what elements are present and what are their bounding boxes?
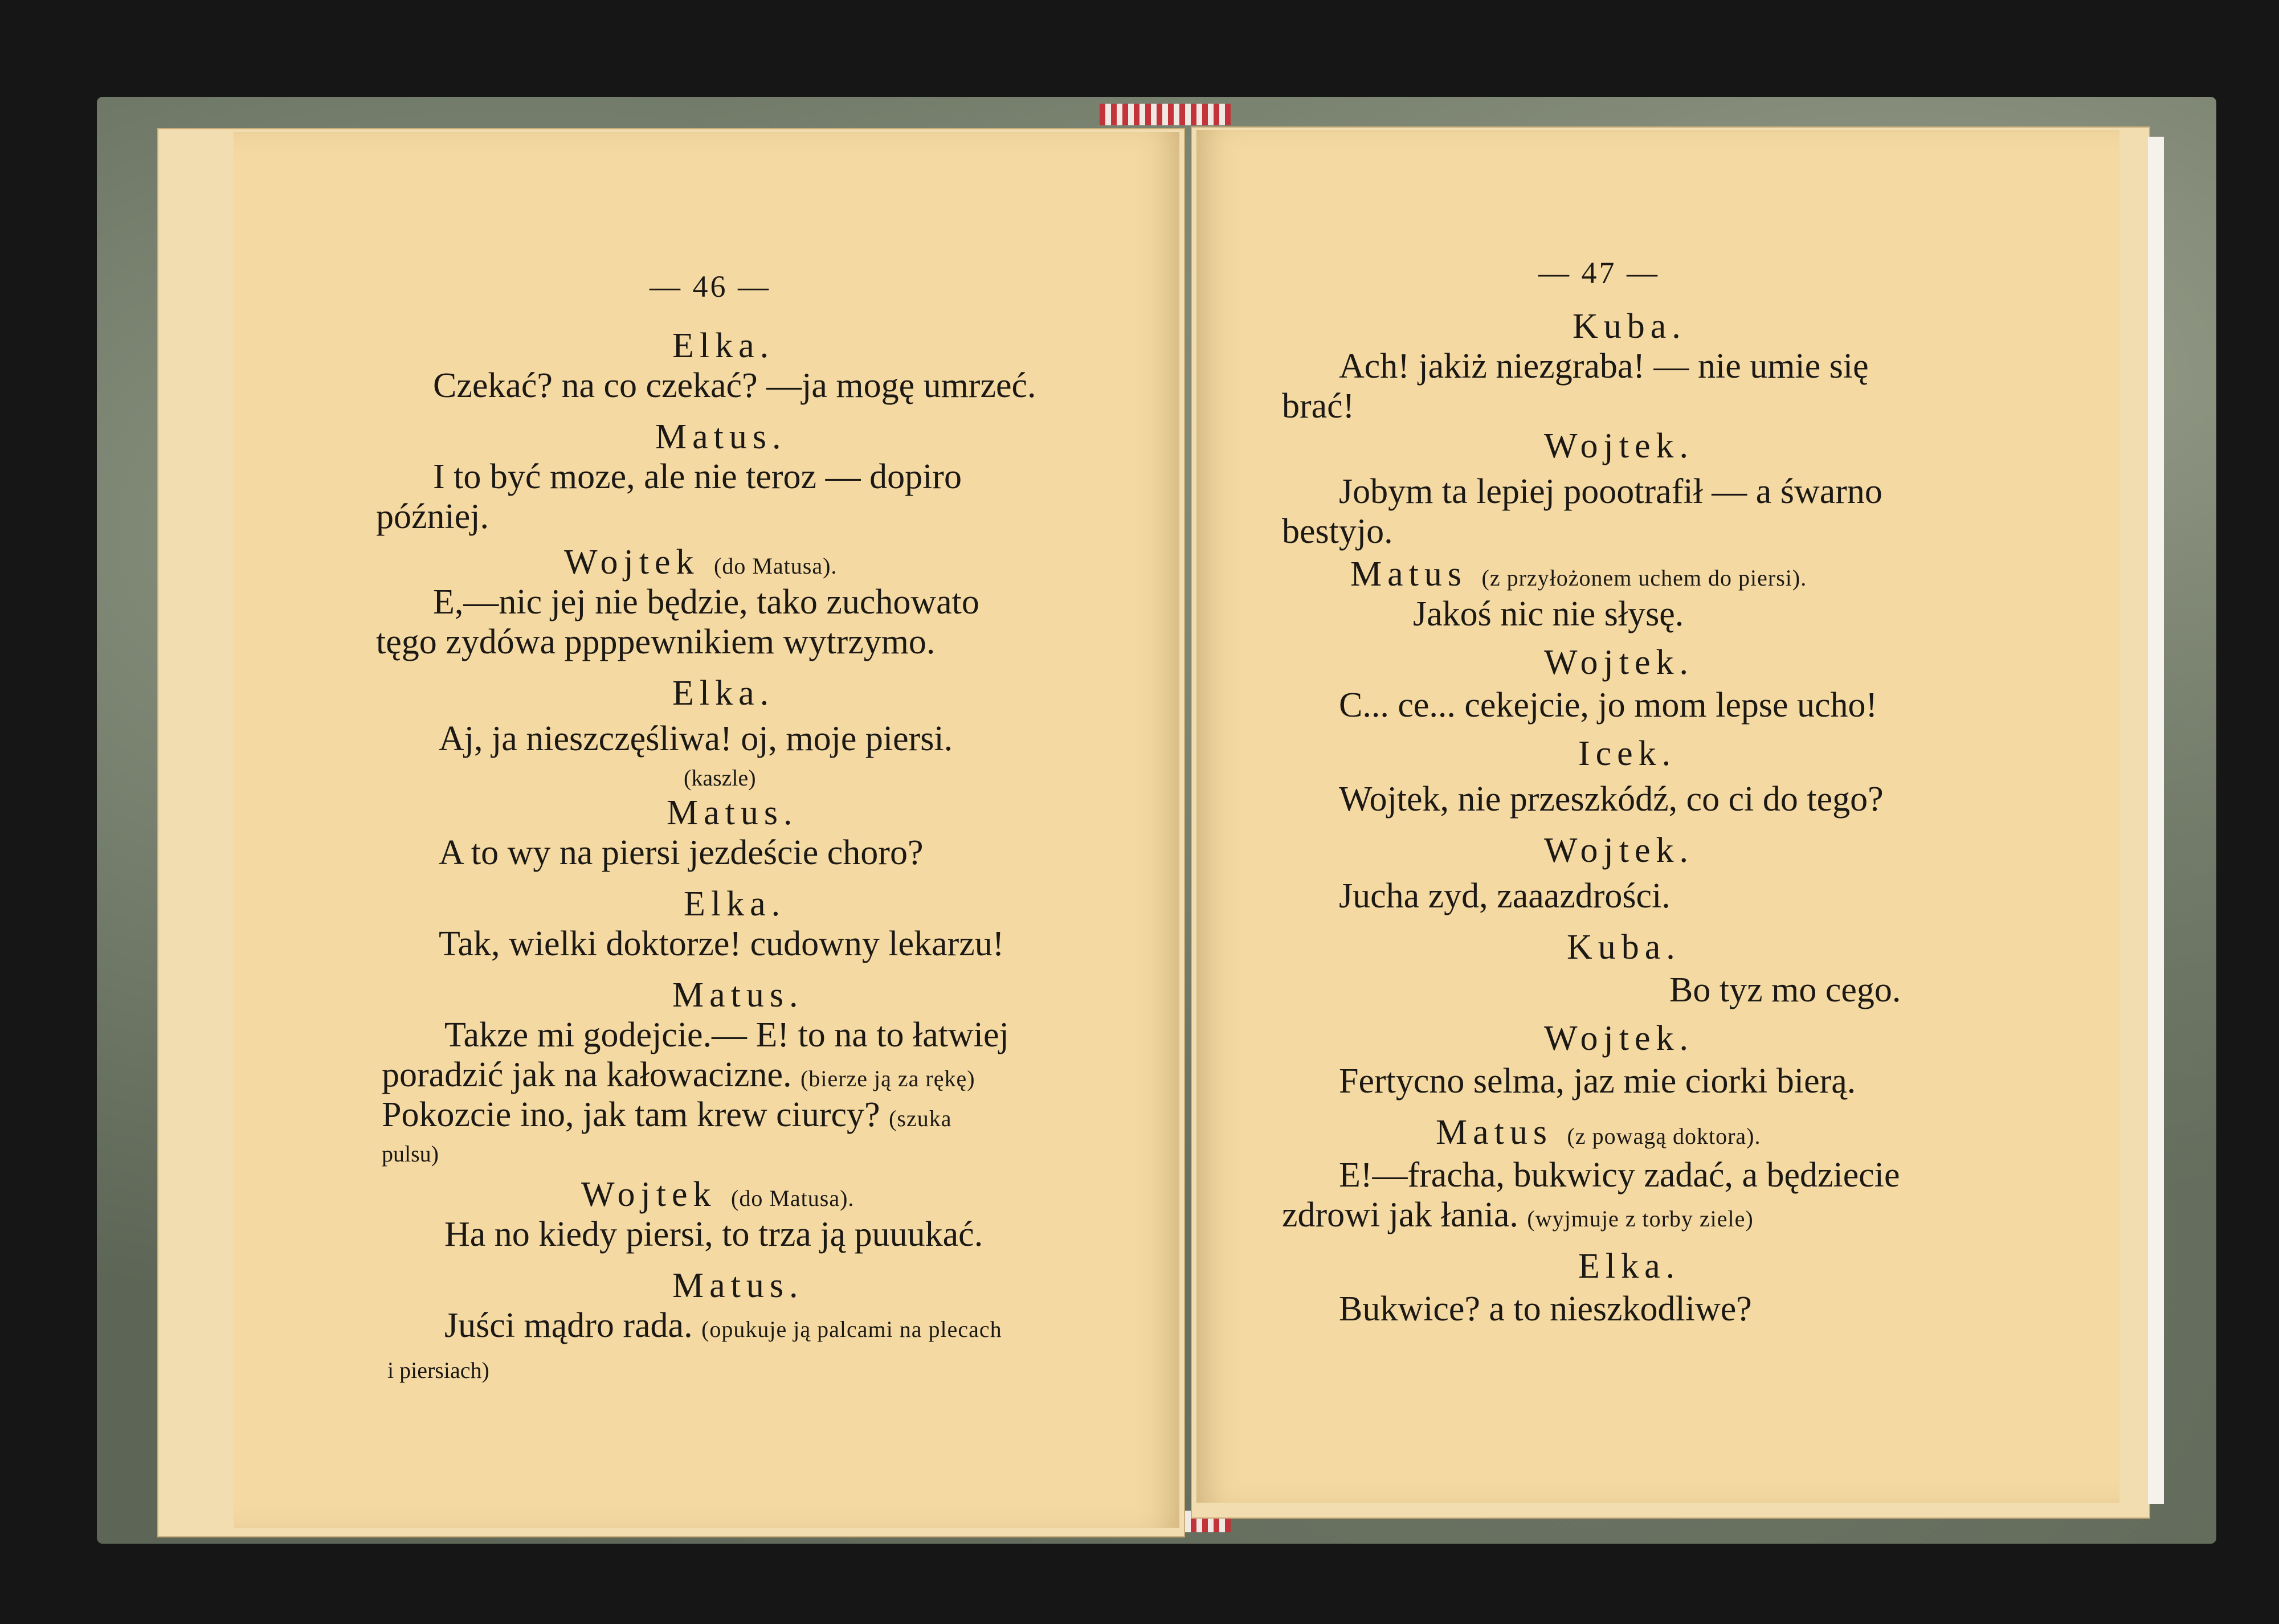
speaker-name: Kuba. [1573, 307, 1686, 346]
dialogue-line: Fertycno selma, jaz mie ciorki bierą. [1339, 1062, 1856, 1101]
dialogue-line [444, 1306, 1002, 1346]
dialogue-line: Bo tyz mo cego. [1669, 971, 1901, 1009]
speaker-name [1436, 1112, 1761, 1153]
speaker-name [564, 542, 837, 583]
speaker-name: Wojtek. [1544, 427, 1694, 465]
dialogue-line: tęgo zydówa ppppewnikiem wytrzymo. [376, 623, 936, 661]
dialogue-line [382, 1055, 975, 1095]
speaker-name: Wojtek. [1544, 643, 1694, 682]
dialogue-line: C... ce... cekejcie, jo mom lepse ucho! [1339, 686, 1878, 725]
page-47 [1196, 130, 2119, 1503]
page-edge [2148, 137, 2164, 1504]
speaker-label: Matus [1350, 555, 1467, 594]
line-text: Pokozcie ino, jak tam krew ciurcy? [382, 1095, 880, 1134]
speaker-name: Elka. [672, 326, 775, 365]
stage-direction: (kaszle) [684, 765, 756, 791]
dialogue-line: Bukwice? a to nieszkodliwe? [1339, 1290, 1752, 1328]
stage-direction: (opukuje ją palcami na plecach [701, 1316, 1002, 1342]
speaker-name: Matus. [672, 976, 804, 1015]
dialogue-line: Jucha zyd, zaaazdrości. [1339, 877, 1671, 915]
dialogue-line: bestyjo. [1282, 512, 1393, 551]
dialogue-line: Wojtek, nie przeszkódź, co ci do tego? [1339, 780, 1884, 819]
dialogue-line [1282, 1195, 1754, 1236]
page-number: — 47 — [1538, 256, 1660, 290]
stage-direction: (szuka [889, 1106, 952, 1131]
dialogue-line: Aj, ja nieszczęśliwa! oj, moje piersi. [439, 719, 953, 758]
speaker-label: Matus [1436, 1113, 1553, 1152]
page-number: — 46 — [650, 269, 771, 304]
speaker-name: Elka. [1578, 1247, 1681, 1286]
line-text: Juści mądro rada. [444, 1306, 693, 1345]
speaker-label: Wojtek [581, 1175, 717, 1214]
dialogue-line: Ach! jakiż niezgraba! — nie umie się [1339, 347, 1869, 386]
speaker-name [581, 1175, 854, 1215]
dialogue-line: E,—nic jej nie będzie, tako zuchowato [433, 583, 979, 621]
dialogue-line: Ha no kiedy piersi, to trza ją puuukać. [444, 1215, 983, 1254]
line-text: poradzić jak na kałowacizne. [382, 1056, 792, 1094]
dialogue-line: Jakoś nic nie słysę. [1413, 595, 1684, 633]
page-46 [234, 132, 1179, 1528]
dialogue-line [382, 1095, 951, 1135]
speaker-name: Icek. [1578, 734, 1677, 773]
stage-direction: (wyjmuje z torby ziele) [1527, 1206, 1754, 1232]
headband-top [1100, 104, 1231, 125]
dialogue-line: I to być moze, ale nie teroz — dopiro [433, 457, 962, 496]
speaker-name: Matus. [672, 1266, 804, 1305]
dialogue-line: Takze mi godejcie.— E! to na to łatwiej [444, 1016, 1009, 1054]
speaker-name: Matus. [655, 418, 787, 456]
stage-direction: pulsu) [382, 1141, 439, 1167]
speaker-name: Matus. [667, 793, 798, 832]
line-text: zdrowi jak łania. [1282, 1196, 1518, 1234]
speaker-name: Wojtek. [1544, 831, 1694, 870]
stage-direction: (do Matusa). [731, 1185, 855, 1211]
dialogue-line: Czekać? na co czekać? —ja mogę umrzeć. [433, 366, 1036, 405]
speaker-name: Elka. [684, 885, 786, 923]
stage-direction: (bierze ją za rękę) [800, 1066, 975, 1091]
speaker-label: Wojtek [564, 543, 700, 582]
stage-direction: i piersiach) [387, 1357, 489, 1383]
stage-direction: (z przyłożonem uchem do piersi). [1481, 565, 1807, 591]
speaker-name [1350, 554, 1807, 595]
dialogue-line: A to wy na piersi jezdeście choro? [439, 833, 924, 872]
dialogue-line: Tak, wielki doktorze! cudowny lekarzu! [439, 925, 1004, 963]
dialogue-line: później. [376, 497, 489, 536]
speaker-name: Kuba. [1567, 928, 1681, 967]
speaker-name: Elka. [672, 674, 775, 713]
dialogue-line: Jobym ta lepiej poootrafił — a śwarno [1339, 472, 1882, 511]
stage-direction: (z powagą doktora). [1567, 1123, 1761, 1149]
dialogue-line: brać! [1282, 387, 1355, 426]
speaker-name: Wojtek. [1544, 1019, 1694, 1058]
stage-direction: (do Matusa). [714, 553, 838, 579]
dialogue-line: E!—fracha, bukwicy zadać, a będziecie [1339, 1156, 1900, 1195]
